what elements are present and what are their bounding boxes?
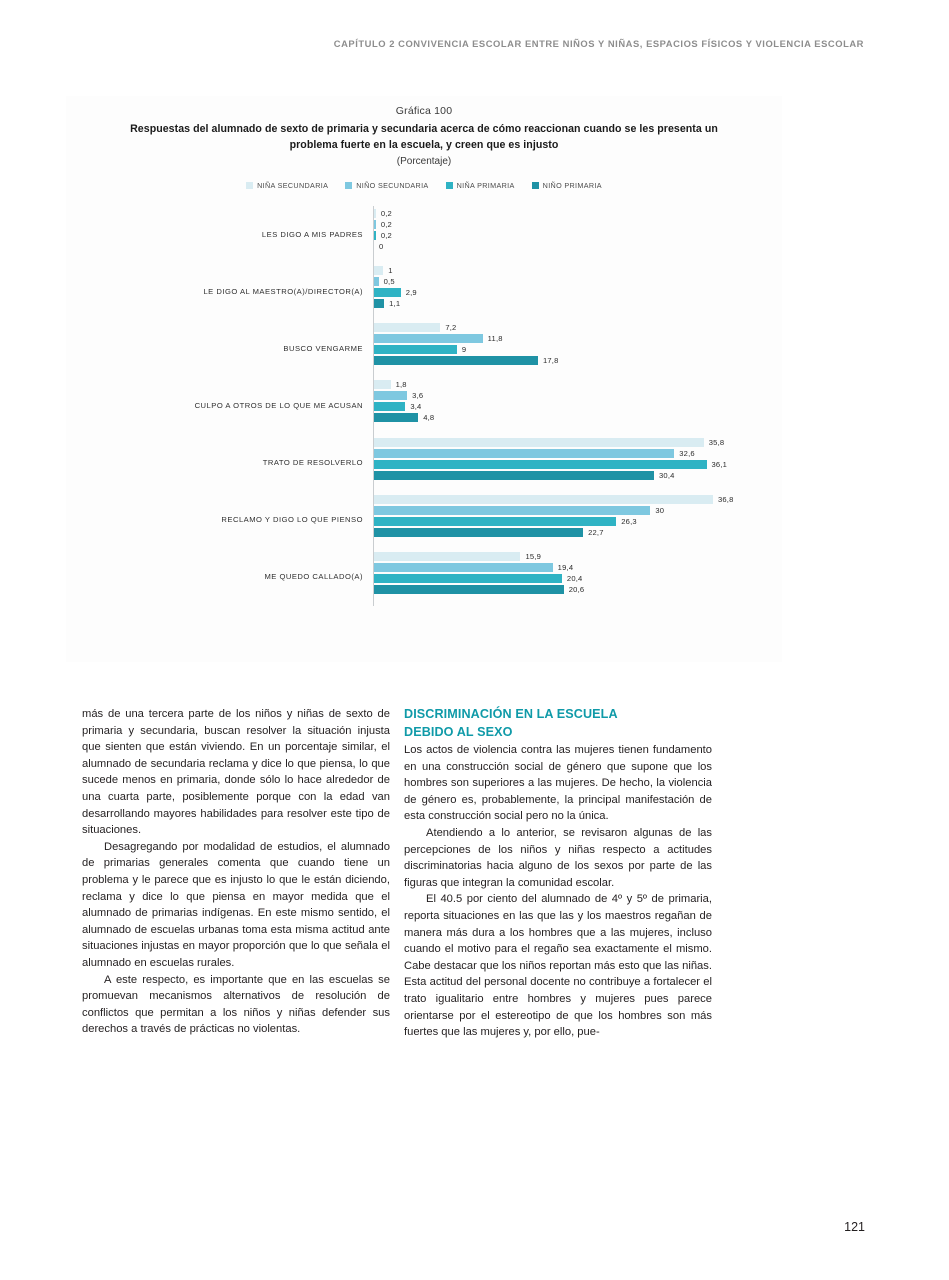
- chart-bar-row[interactable]: [374, 413, 782, 422]
- legend-swatch-icon: [345, 182, 352, 189]
- chart-category-group: [66, 549, 782, 606]
- chart-bar[interactable]: [374, 402, 405, 411]
- chart-bar-value-label: 30: [655, 505, 665, 515]
- chart-bar[interactable]: [374, 231, 376, 240]
- body-column-right: [404, 706, 712, 1041]
- chart-bar-value-label: 32,6: [679, 448, 695, 458]
- chart-bar-value-label: 15,9: [525, 551, 542, 561]
- chart-bar-value-label: 22,7: [588, 527, 604, 537]
- chart-bar[interactable]: [374, 288, 401, 297]
- chart-bar-row[interactable]: [374, 528, 782, 537]
- chart-bar-row[interactable]: [374, 585, 782, 594]
- chart-bar-row[interactable]: [374, 288, 782, 297]
- legend-swatch-icon: [446, 182, 453, 189]
- paragraph: Atendiendo a lo anterior, se revisaron algunas de las percepciones de los niños y niñas respecto a actitudes discriminatorias hacia alguno de los sexos por parte de las figuras que integran la comunidad escolar.: [404, 826, 712, 889]
- legend-label: NIÑO SECUNDARIA: [356, 181, 429, 190]
- chart-bar-row[interactable]: [374, 323, 782, 332]
- chart-bar-value-label: 1,1: [389, 299, 401, 309]
- chart-bar[interactable]: [374, 345, 457, 354]
- chart-bar-value-label: 36,8: [717, 494, 734, 504]
- chart-bar-row[interactable]: [374, 574, 782, 583]
- chart-bar[interactable]: [374, 449, 674, 458]
- paragraph: El 40.5 por ciento del alumnado de 4º y 5º de primaria, reporta situaciones en las que las y los maestros regañan de manera más dura a los hombres que a las mujeres, incluso cuando el motivo para el regaño sea exactamente el mismo. Cabe destacar que los niños reportan más esto que las niñas. Esta actitud del personal docente no contribuye a fortalecer el trato igualitario entre hombres y mujeres pues parece orientarse por el estereotipo de que los hombres son más fuertes que las mujeres y, por ello, pue-: [404, 893, 712, 1039]
- chart-plot-area: [66, 206, 782, 606]
- chart-category-group: [66, 206, 782, 263]
- chart-bar-value-label: 20,4: [566, 573, 583, 583]
- chart-category-group: [66, 263, 782, 320]
- chart-bar-value-label: 17,8: [542, 356, 559, 366]
- chart-bar[interactable]: [374, 356, 538, 365]
- chart-bar[interactable]: [374, 413, 418, 422]
- chart-bar-value-label: 11,8: [487, 334, 503, 344]
- chart-bar[interactable]: [374, 495, 713, 504]
- legend-item[interactable]: [246, 181, 328, 190]
- chart-category-label: RECLAMO Y DIGO LO QUE PIENSO: [221, 515, 363, 525]
- chart-category-label: ME QUEDO CALLADO(A): [264, 572, 363, 582]
- chart-legend: [66, 181, 782, 190]
- chart-bar-row[interactable]: [374, 209, 782, 218]
- chart-bar[interactable]: [374, 528, 583, 537]
- chart-bar-value-label: 0,2: [380, 220, 392, 229]
- chart-bar-value-label: 26,3: [621, 516, 637, 526]
- legend-item[interactable]: [345, 181, 428, 190]
- section-heading-line-1: DISCRIMINACIÓN EN LA ESCUELA: [404, 707, 618, 721]
- chart-category-label: TRATO DE RESOLVERLO: [262, 458, 363, 468]
- chart-bar-value-label: 36,1: [711, 459, 728, 469]
- chart-bar-row[interactable]: [374, 356, 782, 365]
- chart-bar-value-label: 2,9: [405, 288, 417, 298]
- chart-bar-value-label: 3,6: [412, 391, 424, 401]
- chart-bar[interactable]: [374, 380, 391, 389]
- chart-bar-value-label: 4,8: [423, 413, 435, 423]
- paragraph: A este respecto, es importante que en las escuelas se promuevan mecanismos alternativos de resolución de conflictos que permitan a los niños y niñas defender sus derechos a través de prácticas no violentas.: [82, 973, 390, 1036]
- chart-bar-row[interactable]: [374, 242, 782, 251]
- section-heading-line-2: DEBIDO AL SEXO: [404, 724, 513, 739]
- chart-bar-row[interactable]: [374, 345, 782, 354]
- chart-category-label: CULPO A OTROS DE LO QUE ME ACUSAN: [194, 400, 363, 410]
- chart-category-group: [66, 492, 782, 549]
- legend-item[interactable]: [446, 181, 515, 190]
- chart-bar[interactable]: [374, 323, 440, 332]
- chart-bar-row[interactable]: [374, 438, 782, 447]
- chart-bar-row[interactable]: [374, 402, 782, 411]
- chart-bar-value-label: 0,2: [380, 209, 392, 218]
- chart-bar[interactable]: [374, 563, 553, 572]
- chart-bar-value-label: 9: [461, 345, 467, 355]
- section-heading: [404, 706, 712, 741]
- chart-bar[interactable]: [374, 334, 483, 343]
- chart-bar-value-label: 7,2: [445, 323, 457, 333]
- chart-category-group: [66, 435, 782, 492]
- chart-bar-value-label: 1,8: [395, 380, 407, 390]
- chart-bar-row[interactable]: [374, 460, 782, 469]
- figure-title-line-1: Respuestas del alumnado de sexto de primaria y secundaria acerca de cómo reaccionan cuando se les presenta: [130, 123, 702, 135]
- chart-bar-stack: [374, 552, 782, 596]
- chart-bar-value-label: 19,4: [557, 562, 574, 572]
- chart-bar-row[interactable]: [374, 517, 782, 526]
- chart-bar-value-label: 1: [388, 266, 393, 276]
- chart-bar-stack: [374, 323, 782, 367]
- chart-bar[interactable]: [374, 220, 376, 229]
- chart-bar-row[interactable]: [374, 266, 782, 275]
- chart-bar-stack: [374, 380, 782, 424]
- chart-bar-row[interactable]: [374, 506, 782, 515]
- chart-category-label: LES DIGO A MIS PADRES: [261, 229, 363, 239]
- paragraph: Los actos de violencia contra las mujeres tienen fundamento en una construcción social de género que supone que los hombres son superiores a las mujeres. De hecho, la violencia de género es, probablemente, la principal manifestación de esta construcción social pero no la única.: [404, 744, 712, 823]
- chart-bar-row[interactable]: [374, 471, 782, 480]
- chart-bar[interactable]: [374, 438, 704, 447]
- chart-bar-row[interactable]: [374, 277, 782, 286]
- chart-category-group: [66, 320, 782, 377]
- legend-label: NIÑA SECUNDARIA: [257, 181, 329, 190]
- chart-bar-stack: [374, 438, 782, 482]
- chart-bar[interactable]: [374, 299, 384, 308]
- paragraph: más de una tercera parte de los niños y niñas de sexto de primaria y secundaria, buscan resolver la situación injusta que sienten que están viviendo. En un porcentaje similar, el alumnado de secundaria reclama y dice lo que piensa, lo que sucede menos en primaria, donde sólo lo hace alrededor de una cuarta parte, posiblemente porque con la edad van desarrollando mayores habilidades para resolver este tipo de situaciones.: [82, 708, 390, 837]
- legend-swatch-icon: [246, 182, 253, 189]
- chart-bar-value-label: 0,5: [383, 277, 395, 287]
- chart-category-label: LE DIGO AL MAESTRO(A)/DIRECTOR(A): [203, 286, 363, 296]
- chart-bar-value-label: 0,2: [380, 231, 392, 240]
- chart-bar-value-label: 3,4: [410, 402, 422, 412]
- chart-bar-row[interactable]: [374, 220, 782, 229]
- body-column-left: [82, 706, 390, 1038]
- chart-bar-row[interactable]: [374, 380, 782, 389]
- chart-bar[interactable]: [374, 266, 383, 275]
- chart-bar[interactable]: [374, 585, 564, 594]
- figure-title: [114, 122, 734, 153]
- chart-bar-value-label: 20,6: [568, 584, 585, 594]
- chart-bar[interactable]: [374, 391, 407, 400]
- page-number: 121: [844, 1220, 865, 1234]
- figure-title-line-2: un problema fuerte en la escuela, y creen que es injusto: [289, 123, 718, 151]
- figure-number: Gráfica 100: [395, 105, 453, 117]
- chart-bar-row[interactable]: [374, 563, 782, 572]
- chart-bar[interactable]: [374, 574, 562, 583]
- chart-bar[interactable]: [374, 277, 379, 286]
- chart-bar-stack: [374, 266, 782, 310]
- chart-bar-row[interactable]: [374, 334, 782, 343]
- chart-bar-stack: [374, 209, 782, 253]
- legend-swatch-icon: [532, 182, 539, 189]
- chart-bar-row[interactable]: [374, 449, 782, 458]
- chart-bar-stack: [374, 495, 782, 539]
- chart-bar-value-label: 0: [379, 242, 384, 251]
- chart-bar[interactable]: [374, 517, 616, 526]
- chart-category-group: [66, 377, 782, 434]
- figure-grafica-100: [66, 96, 782, 662]
- chart-bar-row[interactable]: [374, 495, 782, 504]
- chart-bar[interactable]: [374, 552, 520, 561]
- legend-label: NIÑA PRIMARIA: [456, 181, 515, 190]
- chart-category-label: BUSCO VENGARME: [283, 343, 363, 353]
- legend-label: NIÑO PRIMARIA: [542, 181, 602, 190]
- figure-units: (Porcentaje): [396, 156, 452, 167]
- paragraph: Desagregando por modalidad de estudios, el alumnado de primarias generales comenta que cuando tiene un problema y le parece que es injusto lo que le están diciendo, reclama y dice lo que piensa en mayor medida que el alumnado de primarias indígenas. En este mismo sentido, el alumnado de escuelas urbanas toma esta misma actitud ante situaciones injustas en mayor proporción que lo que señala el alumnado en escuelas rurales.: [82, 840, 390, 969]
- chart-bar-row[interactable]: [374, 552, 782, 561]
- chart-bar[interactable]: [374, 209, 376, 218]
- chart-bar-row[interactable]: [374, 391, 782, 400]
- running-head: CAPÍTULO 2 CONVIVENCIA ESCOLAR ENTRE NIÑOS Y NIÑAS, ESPACIOS FÍSICOS Y VIOLENCIA ESCOLAR: [333, 38, 864, 49]
- legend-item[interactable]: [532, 181, 602, 190]
- chart-bar-row[interactable]: [374, 299, 782, 308]
- chart-bar[interactable]: [374, 471, 654, 480]
- chart-bar[interactable]: [374, 506, 650, 515]
- chart-bar-value-label: 35,8: [708, 437, 725, 447]
- chart-bar-value-label: 30,4: [659, 470, 675, 480]
- chart-bar-row[interactable]: [374, 231, 782, 240]
- chart-bar[interactable]: [374, 460, 707, 469]
